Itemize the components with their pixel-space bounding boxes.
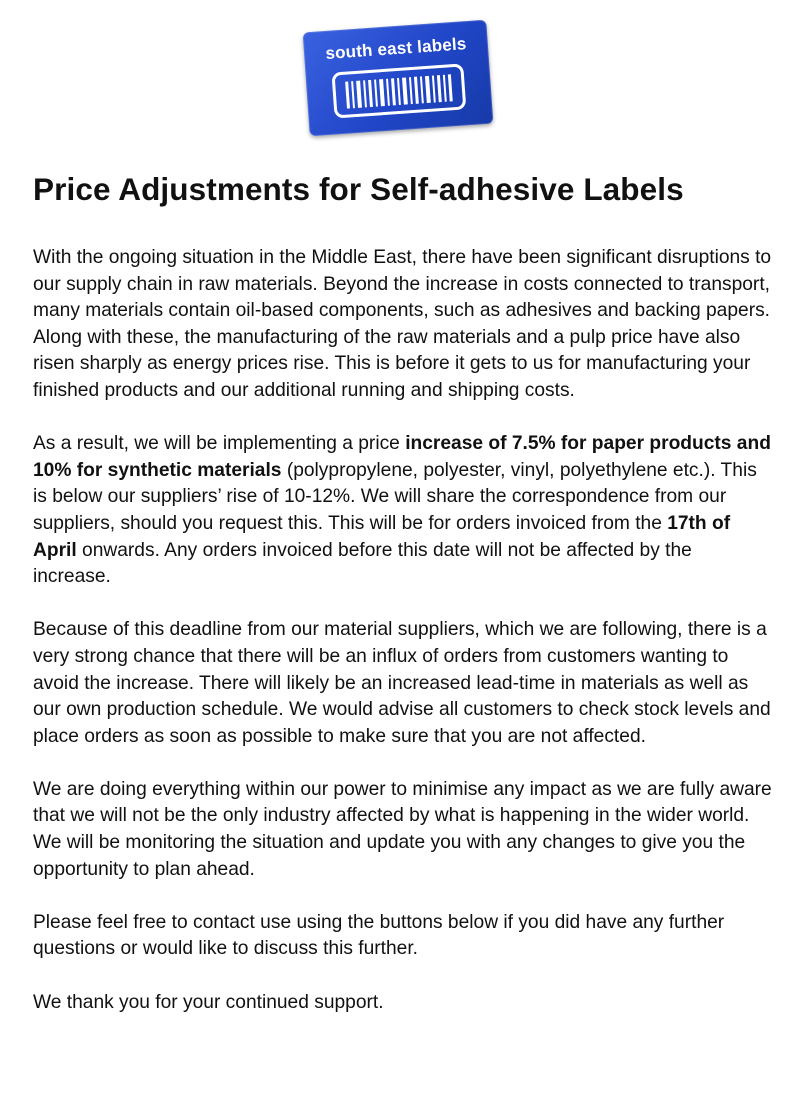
barcode-icon	[331, 63, 466, 118]
paragraph-contact: Please feel free to contact use using the buttons below if you did have any further questions or would like to discuss this further.	[33, 911, 725, 960]
bold-date-text: 17th of April	[33, 512, 731, 561]
text-segment: As a result, we will be implementing a price	[33, 433, 406, 455]
paragraph-supply-chain: With the ongoing situation in the Middle East, there have been significant disruptions to our supply chain in raw materials. Beyond the increase in costs connected to transport, many materials contain oil-based components, such as adhesives and backing papers. Along with these, the manufacturing of the raw materials and a pulp price have also risen sharply as energy prices rise. This is before it gets to us for manufacturing your finished products and our additional running and shipping costs.	[33, 247, 772, 401]
paragraph-monitoring: We are doing everything within our power to minimise any impact as we are fully aware that we will not be the only industry affected by what is happening in the wider world. We will be monitoring the situation and update you with any changes to give you the opportunity to plan ahead.	[33, 778, 772, 880]
letter-body	[33, 245, 773, 1043]
logo-text: south east labels	[324, 34, 468, 63]
paragraph-price-increase	[33, 431, 773, 591]
text-segment: (polypropylene, polyester, vinyl, polyethylene etc.). This is below our suppliers’ rise of 10-12%. We will share the correspondence from our suppliers, should you request this. This will be for orders invoiced from the	[33, 459, 757, 534]
company-logo	[303, 20, 494, 137]
logo-badge	[303, 20, 494, 137]
bold-increase-text: increase of 7.5% for paper products and 10% for synthetic materials	[33, 433, 771, 481]
page-title: Price Adjustments for Self-adhesive Labels	[33, 171, 684, 207]
paragraph-thanks: We thank you for your continued support.	[33, 991, 384, 1013]
text-segment: onwards. Any orders invoiced before this date will not be affected by the increase.	[33, 539, 692, 588]
paragraph-deadline: Because of this deadline from our material suppliers, which we are following, there is a very strong chance that there will be an influx of orders from customers wanting to avoid the increase. There will likely be an increased lead-time in materials as well as our own production schedule. We would advise all customers to check stock levels and place orders as soon as possible to make sure that you are not affected.	[33, 619, 771, 747]
